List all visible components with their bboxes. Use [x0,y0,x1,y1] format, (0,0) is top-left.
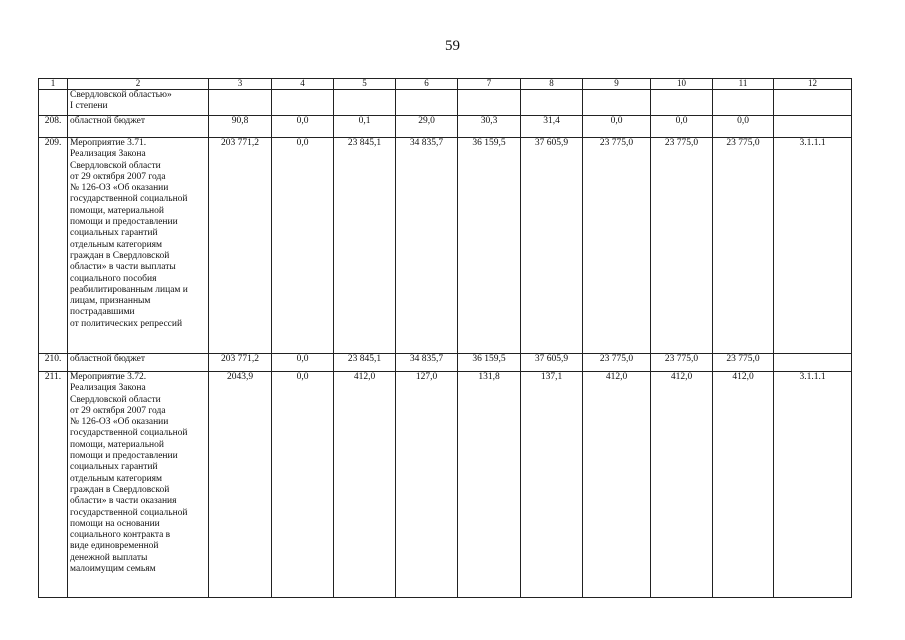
value-cell-col-8: 37 605,9 [521,138,583,354]
value-cell-col-9 [583,90,651,116]
description-line: социального контракта в [70,530,171,541]
row-number-cell: 208. [39,116,68,138]
value-cell-col-3: 2043,9 [209,372,272,598]
target-code-cell [774,354,852,372]
column-number-cell: 12 [774,79,852,90]
value-cell-col-5: 0,1 [334,116,396,138]
column-number-cell: 1 [39,79,68,90]
row-number-cell: 210. [39,354,68,372]
description-line: от 29 октября 2007 года [70,405,166,416]
value-cell-col-6: 29,0 [396,116,458,138]
row-number-cell [39,90,68,116]
value-cell-col-9: 23 775,0 [583,138,651,354]
description-line: Свердловской области [70,160,161,171]
description-line: социальных гарантий [70,462,158,473]
value-cell-col-4: 0,0 [272,372,334,598]
value-cell-col-11: 23 775,0 [713,354,774,372]
description-line: области» в части выплаты [70,262,176,273]
budget-table [38,78,852,598]
description-line: Свердловской областью» [70,90,172,100]
description-line: Свердловской области [70,394,161,405]
description-line: государственной социальной [70,194,188,205]
value-cell-col-7: 36 159,5 [458,138,521,354]
table-row [39,90,852,116]
description-line: отдельным категориям [70,239,163,250]
page-number: 59 [445,38,460,54]
column-number-cell: 10 [651,79,713,90]
value-cell-col-5: 23 845,1 [334,354,396,372]
description-line: помощи, материальной [70,439,164,450]
description-line: № 126-ОЗ «Об оказании [70,183,169,194]
description-line: помощи на основании [70,518,160,529]
description-line: помощи, материальной [70,205,164,216]
column-number-cell: 7 [458,79,521,90]
value-cell-col-3: 203 771,2 [209,354,272,372]
description-line: Реализация Закона [70,383,146,394]
row-number-cell: 211. [39,372,68,598]
value-cell-col-4: 0,0 [272,354,334,372]
description-line: реабилитированным лицам и [70,284,188,295]
value-cell-col-9: 412,0 [583,372,651,598]
value-cell-col-6 [396,90,458,116]
value-cell-col-8 [521,90,583,116]
description-line: Реализация Закона [70,149,146,160]
value-cell-col-10: 412,0 [651,372,713,598]
value-cell-col-6: 34 835,7 [396,354,458,372]
value-cell-col-4 [272,90,334,116]
description-line: отдельным категориям [70,473,163,484]
value-cell-col-6: 34 835,7 [396,138,458,354]
description-line: I степени [70,101,108,112]
value-cell-col-7: 131,8 [458,372,521,598]
value-cell-col-7: 36 159,5 [458,354,521,372]
target-code-cell: 3.1.1.1 [774,138,852,354]
table-row [39,354,852,372]
value-cell-col-4: 0,0 [272,116,334,138]
column-number-cell: 5 [334,79,396,90]
value-cell-col-11: 0,0 [713,116,774,138]
row-number-cell: 209. [39,138,68,354]
description-line: от 29 октября 2007 года [70,171,166,182]
value-cell-col-5: 23 845,1 [334,138,396,354]
value-cell-col-8: 37 605,9 [521,354,583,372]
description-cell [68,372,209,598]
value-cell-col-5 [334,90,396,116]
value-cell-col-10 [651,90,713,116]
value-cell-col-3 [209,90,272,116]
description-line: от политических репрессий [70,318,183,329]
value-cell-col-10: 23 775,0 [651,138,713,354]
value-cell-col-4: 0,0 [272,138,334,354]
description-line: помощи и предоставлении [70,217,178,228]
value-cell-col-8: 137,1 [521,372,583,598]
description-line: Мероприятие 3.71. [70,138,147,148]
column-number-cell: 6 [396,79,458,90]
description-line: граждан в Свердловской [70,250,170,261]
description-line: социальных гарантий [70,228,158,239]
description-line: граждан в Свердловской [70,484,170,495]
value-cell-col-7: 30,3 [458,116,521,138]
column-number-cell: 4 [272,79,334,90]
target-code-cell [774,116,852,138]
value-cell-col-6: 127,0 [396,372,458,598]
description-line: виде единовременной [70,541,159,552]
table-row [39,116,852,138]
description-line: лицам, признанным [70,296,151,307]
table-row [39,138,852,354]
description-line: пострадавшими [70,307,135,318]
value-cell-col-7 [458,90,521,116]
column-number-row [39,79,852,90]
description-line: малоимущим семьям [70,564,156,575]
description-line: государственной социальной [70,428,188,439]
description-cell [68,90,209,116]
value-cell-col-11: 412,0 [713,372,774,598]
description-cell [68,138,209,354]
value-cell-col-10: 0,0 [651,116,713,138]
description-line: № 126-ОЗ «Об оказании [70,417,169,428]
column-number-cell: 3 [209,79,272,90]
target-code-cell [774,90,852,116]
value-cell-col-3: 90,8 [209,116,272,138]
column-number-cell: 9 [583,79,651,90]
value-cell-col-3: 203 771,2 [209,138,272,354]
value-cell-col-9: 0,0 [583,116,651,138]
description-cell [68,116,209,138]
value-cell-col-8: 31,4 [521,116,583,138]
table-row [39,372,852,598]
description-cell [68,354,209,372]
description-line: денежной выплаты [70,552,148,563]
value-cell-col-10: 23 775,0 [651,354,713,372]
column-number-cell: 2 [68,79,209,90]
description-line: областной бюджет [70,116,146,126]
description-line: социального пособия [70,273,157,284]
description-line: государственной социальной [70,507,188,518]
column-number-cell: 8 [521,79,583,90]
description-line: областной бюджет [70,354,146,364]
target-code-cell: 3.1.1.1 [774,372,852,598]
value-cell-col-11 [713,90,774,116]
description-line: Мероприятие 3.72. [70,372,147,382]
description-line: помощи и предоставлении [70,451,178,462]
description-line: области» в части оказания [70,496,177,507]
table-body [39,79,852,598]
value-cell-col-11: 23 775,0 [713,138,774,354]
value-cell-col-5: 412,0 [334,372,396,598]
value-cell-col-9: 23 775,0 [583,354,651,372]
column-number-cell: 11 [713,79,774,90]
